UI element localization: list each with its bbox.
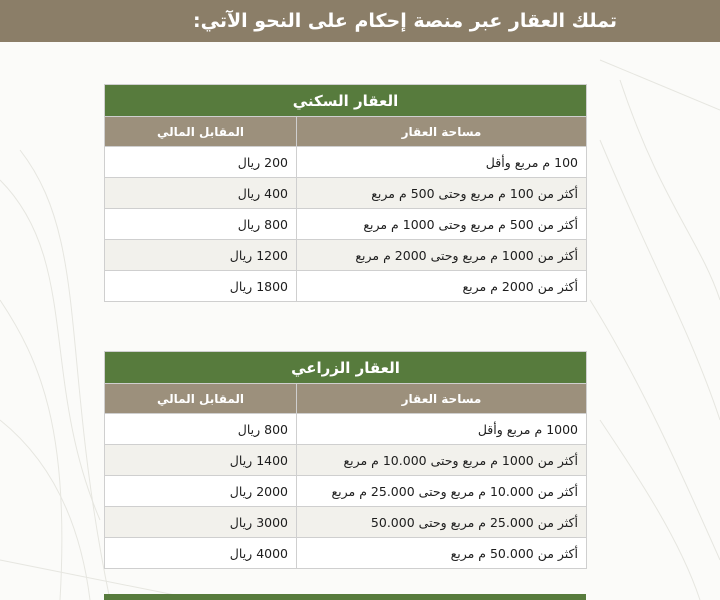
- price-cell: 4000 ريال: [105, 538, 297, 569]
- next-table-edge: [104, 594, 586, 600]
- table-row: [105, 271, 587, 302]
- page-header: [0, 0, 720, 42]
- price-cell: 400 ريال: [105, 178, 297, 209]
- table-row: [105, 414, 587, 445]
- area-column-header: مساحة العقار: [297, 384, 587, 414]
- agricultural-property-table: [104, 351, 587, 569]
- residential-table-title: العقار السكني: [105, 85, 587, 117]
- price-column-header: المقابل المالي: [105, 384, 297, 414]
- area-cell: 100 م مربع وأقل: [297, 147, 587, 178]
- table-row: [105, 507, 587, 538]
- price-cell: 800 ريال: [105, 414, 297, 445]
- table-row: [105, 538, 587, 569]
- agricultural-table-title: العقار الزراعي: [105, 352, 587, 384]
- price-cell: 200 ريال: [105, 147, 297, 178]
- area-cell: أكثر من 1000 م مربع وحتى 2000 م مربع: [297, 240, 587, 271]
- area-cell: 1000 م مربع وأقل: [297, 414, 587, 445]
- page-title: تملك العقار عبر منصة إحكام على النحو الآتي:: [193, 10, 617, 32]
- area-cell: أكثر من 500 م مربع وحتى 1000 م مربع: [297, 209, 587, 240]
- area-cell: أكثر من 2000 م مربع: [297, 271, 587, 302]
- area-cell: أكثر من 25.000 م مربع وحتى 50.000: [297, 507, 587, 538]
- area-cell: أكثر من 100 م مربع وحتى 500 م مربع: [297, 178, 587, 209]
- price-cell: 3000 ريال: [105, 507, 297, 538]
- area-column-header: مساحة العقار: [297, 117, 587, 147]
- area-cell: أكثر من 50.000 م مربع: [297, 538, 587, 569]
- table-row: [105, 476, 587, 507]
- table-row: [105, 240, 587, 271]
- table-row: [105, 147, 587, 178]
- table-row: [105, 445, 587, 476]
- price-cell: 1200 ريال: [105, 240, 297, 271]
- table-row: [105, 209, 587, 240]
- residential-property-table: [104, 84, 587, 302]
- price-cell: 800 ريال: [105, 209, 297, 240]
- price-cell: 2000 ريال: [105, 476, 297, 507]
- price-column-header: المقابل المالي: [105, 117, 297, 147]
- area-cell: أكثر من 10.000 م مربع وحتى 25.000 م مربع: [297, 476, 587, 507]
- table-row: [105, 178, 587, 209]
- area-cell: أكثر من 1000 م مربع وحتى 10.000 م مربع: [297, 445, 587, 476]
- price-cell: 1400 ريال: [105, 445, 297, 476]
- price-cell: 1800 ريال: [105, 271, 297, 302]
